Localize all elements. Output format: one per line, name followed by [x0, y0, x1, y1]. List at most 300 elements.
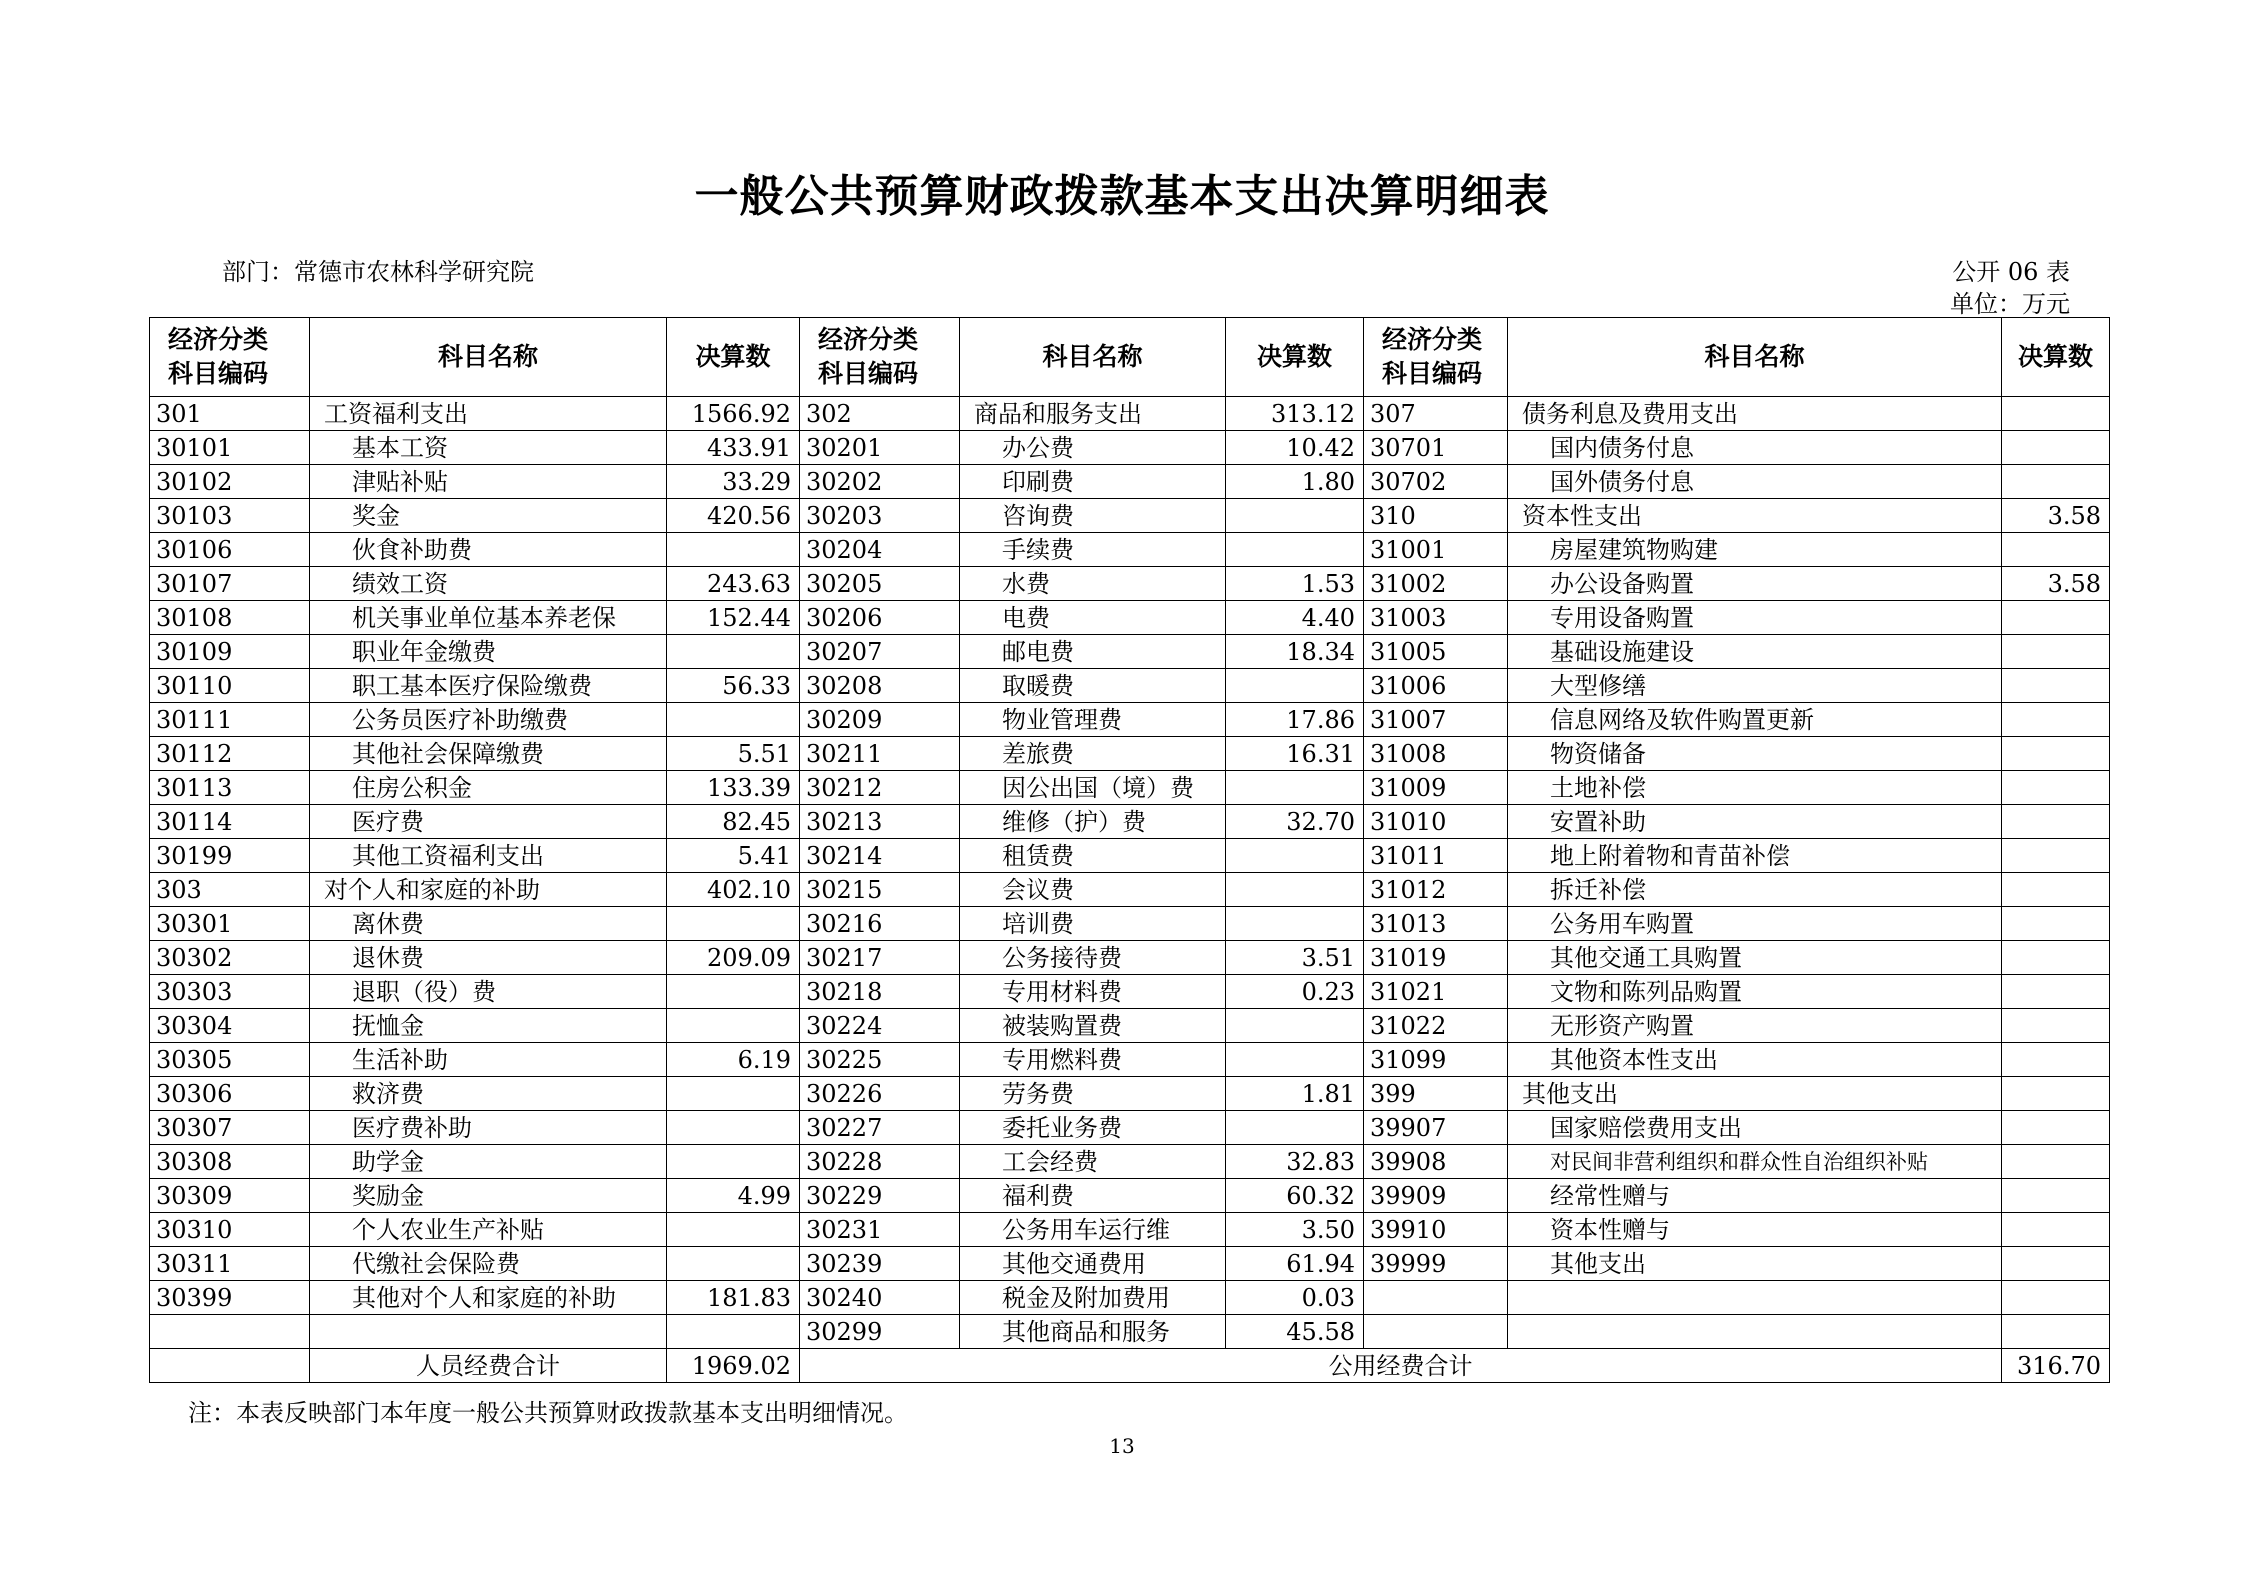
public-total-label: 公用经费合计	[800, 1349, 2002, 1383]
econ-code-cell: 30304	[150, 1009, 310, 1043]
econ-code-cell: 30308	[150, 1145, 310, 1179]
econ-code-cell	[1364, 1281, 1508, 1315]
econ-code-cell: 30307	[150, 1111, 310, 1145]
amount-cell: 243.63	[667, 567, 800, 601]
item-name-cell: 水费	[960, 567, 1226, 601]
econ-code-cell	[150, 1315, 310, 1349]
table-row	[150, 567, 2110, 601]
amount-cell: 133.39	[667, 771, 800, 805]
item-name-cell: 安置补助	[1508, 805, 2002, 839]
econ-code-cell: 30201	[800, 431, 960, 465]
econ-code-cell: 30299	[800, 1315, 960, 1349]
econ-code-cell: 30209	[800, 703, 960, 737]
item-name-cell: 专用材料费	[960, 975, 1226, 1009]
table-row	[150, 1111, 2110, 1145]
amount-cell: 3.50	[1226, 1213, 1364, 1247]
page-title: 一般公共预算财政拨款基本支出决算明细表	[694, 171, 1550, 222]
item-name-cell: 医疗费	[310, 805, 667, 839]
amount-cell: 33.29	[667, 465, 800, 499]
econ-code-cell: 31008	[1364, 737, 1508, 771]
econ-code-cell: 30218	[800, 975, 960, 1009]
amount-cell: 1.53	[1226, 567, 1364, 601]
amount-cell	[667, 1145, 800, 1179]
amount-cell: 1566.92	[667, 397, 800, 431]
header-amount-2: 决算数	[1226, 318, 1364, 397]
table-row	[150, 1315, 2110, 1349]
item-name-cell: 取暖费	[960, 669, 1226, 703]
amount-cell: 6.19	[667, 1043, 800, 1077]
amount-cell	[667, 975, 800, 1009]
item-name-cell: 其他支出	[1508, 1247, 2002, 1281]
amount-cell	[2002, 1179, 2110, 1213]
econ-code-cell: 30228	[800, 1145, 960, 1179]
amount-cell: 3.58	[2002, 567, 2110, 601]
econ-code-cell: 30109	[150, 635, 310, 669]
econ-code-cell: 30204	[800, 533, 960, 567]
item-name-cell: 物资储备	[1508, 737, 2002, 771]
amount-cell: 16.31	[1226, 737, 1364, 771]
econ-code-cell: 30701	[1364, 431, 1508, 465]
item-name-cell: 手续费	[960, 533, 1226, 567]
item-name-cell: 公务接待费	[960, 941, 1226, 975]
item-name-cell: 办公费	[960, 431, 1226, 465]
item-name-cell	[1508, 1281, 2002, 1315]
public-total-value: 316.70	[2002, 1349, 2110, 1383]
item-name-cell: 被装购置费	[960, 1009, 1226, 1043]
amount-cell	[667, 1213, 800, 1247]
item-name-cell: 国外债务付息	[1508, 465, 2002, 499]
econ-code-cell: 30399	[150, 1281, 310, 1315]
item-name-cell: 其他交通工具购置	[1508, 941, 2002, 975]
amount-cell: 10.42	[1226, 431, 1364, 465]
item-name-cell: 国家赔偿费用支出	[1508, 1111, 2002, 1145]
form-number: 公开 06 表	[1952, 258, 2070, 286]
item-name-cell: 福利费	[960, 1179, 1226, 1213]
amount-cell: 61.94	[1226, 1247, 1364, 1281]
item-name-cell: 绩效工资	[310, 567, 667, 601]
item-name-cell: 地上附着物和青苗补偿	[1508, 839, 2002, 873]
econ-code-cell: 30207	[800, 635, 960, 669]
item-name-cell: 电费	[960, 601, 1226, 635]
amount-cell	[2002, 873, 2110, 907]
econ-code-cell: 30206	[800, 601, 960, 635]
econ-code-cell: 31012	[1364, 873, 1508, 907]
item-name-cell: 公务用车购置	[1508, 907, 2002, 941]
econ-code-cell: 31010	[1364, 805, 1508, 839]
table-row	[150, 839, 2110, 873]
item-name-cell: 住房公积金	[310, 771, 667, 805]
econ-code-cell: 30229	[800, 1179, 960, 1213]
econ-code-cell: 30702	[1364, 465, 1508, 499]
amount-cell	[1226, 839, 1364, 873]
item-name-cell: 税金及附加费用	[960, 1281, 1226, 1315]
amount-cell: 3.51	[1226, 941, 1364, 975]
amount-cell	[2002, 601, 2110, 635]
econ-code-cell: 30225	[800, 1043, 960, 1077]
econ-code-cell: 30112	[150, 737, 310, 771]
item-name-cell: 其他工资福利支出	[310, 839, 667, 873]
item-name-cell: 医疗费补助	[310, 1111, 667, 1145]
econ-code-cell: 30108	[150, 601, 310, 635]
table-row	[150, 1247, 2110, 1281]
amount-cell	[2002, 1077, 2110, 1111]
amount-cell	[2002, 839, 2110, 873]
item-name-cell: 因公出国（境）费	[960, 771, 1226, 805]
amount-cell	[2002, 771, 2110, 805]
amount-cell: 32.70	[1226, 805, 1364, 839]
item-name-cell: 专用设备购置	[1508, 601, 2002, 635]
amount-cell	[1226, 1009, 1364, 1043]
table-row	[150, 907, 2110, 941]
econ-code-cell: 39910	[1364, 1213, 1508, 1247]
table-row	[150, 397, 2110, 431]
amount-cell: 5.51	[667, 737, 800, 771]
econ-code-cell: 31002	[1364, 567, 1508, 601]
item-name-cell: 工会经费	[960, 1145, 1226, 1179]
table-row	[150, 873, 2110, 907]
econ-code-cell: 30240	[800, 1281, 960, 1315]
amount-cell	[667, 1315, 800, 1349]
item-name-cell: 机关事业单位基本养老保	[310, 601, 667, 635]
amount-cell	[667, 1077, 800, 1111]
econ-code-cell: 30231	[800, 1213, 960, 1247]
econ-code-cell: 30106	[150, 533, 310, 567]
econ-code-cell: 30239	[800, 1247, 960, 1281]
amount-cell	[1226, 669, 1364, 703]
totals-row	[150, 1349, 2110, 1383]
amount-cell	[2002, 635, 2110, 669]
econ-code-cell: 30302	[150, 941, 310, 975]
econ-code-cell: 30310	[150, 1213, 310, 1247]
econ-code-cell: 301	[150, 397, 310, 431]
item-name-cell: 印刷费	[960, 465, 1226, 499]
econ-code-cell: 30107	[150, 567, 310, 601]
item-name-cell: 职工基本医疗保险缴费	[310, 669, 667, 703]
econ-code-cell: 31021	[1364, 975, 1508, 1009]
econ-code-cell: 31005	[1364, 635, 1508, 669]
table-header-row	[150, 318, 2110, 397]
item-name-cell: 公务员医疗补助缴费	[310, 703, 667, 737]
item-name-cell: 个人农业生产补贴	[310, 1213, 667, 1247]
econ-code-cell: 31099	[1364, 1043, 1508, 1077]
econ-code-cell: 39907	[1364, 1111, 1508, 1145]
item-name-cell: 办公设备购置	[1508, 567, 2002, 601]
econ-code-cell: 30215	[800, 873, 960, 907]
table-row	[150, 771, 2110, 805]
item-name-cell: 基本工资	[310, 431, 667, 465]
amount-cell	[1226, 533, 1364, 567]
table-row	[150, 703, 2110, 737]
econ-code-cell	[1364, 1315, 1508, 1349]
item-name-cell: 经常性赠与	[1508, 1179, 2002, 1213]
econ-code-cell: 30110	[150, 669, 310, 703]
econ-code-cell: 30114	[150, 805, 310, 839]
econ-code-cell: 31001	[1364, 533, 1508, 567]
item-name-cell: 维修（护）费	[960, 805, 1226, 839]
econ-code-cell: 31019	[1364, 941, 1508, 975]
item-name-cell: 代缴社会保险费	[310, 1247, 667, 1281]
econ-code-cell: 30111	[150, 703, 310, 737]
item-name-cell: 租赁费	[960, 839, 1226, 873]
amount-cell	[2002, 975, 2110, 1009]
amount-cell: 313.12	[1226, 397, 1364, 431]
header-amount-3: 决算数	[2002, 318, 2110, 397]
econ-code-cell: 30205	[800, 567, 960, 601]
item-name-cell: 奖励金	[310, 1179, 667, 1213]
amount-cell	[1226, 499, 1364, 533]
amount-cell: 56.33	[667, 669, 800, 703]
item-name-cell: 津贴补贴	[310, 465, 667, 499]
item-name-cell: 奖金	[310, 499, 667, 533]
table-row	[150, 465, 2110, 499]
item-name-cell: 培训费	[960, 907, 1226, 941]
item-name-cell: 公务用车运行维	[960, 1213, 1226, 1247]
item-name-cell: 会议费	[960, 873, 1226, 907]
econ-code-cell: 39908	[1364, 1145, 1508, 1179]
table-row	[150, 1077, 2110, 1111]
amount-cell	[2002, 1009, 2110, 1043]
personnel-total-label: 人员经费合计	[310, 1349, 667, 1383]
amount-cell	[2002, 1213, 2110, 1247]
econ-code-cell: 30214	[800, 839, 960, 873]
item-name-cell	[310, 1315, 667, 1349]
econ-code-cell: 30226	[800, 1077, 960, 1111]
amount-cell: 420.56	[667, 499, 800, 533]
econ-code-cell: 399	[1364, 1077, 1508, 1111]
amount-cell: 0.23	[1226, 975, 1364, 1009]
amount-cell	[2002, 431, 2110, 465]
expenditure-table	[149, 317, 2110, 1383]
econ-code-cell: 303	[150, 873, 310, 907]
item-name-cell: 退休费	[310, 941, 667, 975]
amount-cell	[2002, 907, 2110, 941]
item-name-cell: 拆迁补偿	[1508, 873, 2002, 907]
amount-cell	[667, 1111, 800, 1145]
item-name-cell: 房屋建筑物购建	[1508, 533, 2002, 567]
item-name-cell: 商品和服务支出	[960, 397, 1226, 431]
item-name-cell: 生活补助	[310, 1043, 667, 1077]
amount-cell	[2002, 805, 2110, 839]
item-name-cell: 信息网络及软件购置更新	[1508, 703, 2002, 737]
item-name-cell: 债务利息及费用支出	[1508, 397, 2002, 431]
personnel-total-value: 1969.02	[667, 1349, 800, 1383]
amount-cell	[1226, 1111, 1364, 1145]
table-body	[150, 397, 2110, 1349]
econ-code-cell: 30203	[800, 499, 960, 533]
item-name-cell: 基础设施建设	[1508, 635, 2002, 669]
amount-cell	[1226, 1043, 1364, 1077]
econ-code-cell: 31003	[1364, 601, 1508, 635]
amount-cell: 82.45	[667, 805, 800, 839]
econ-code-cell: 31009	[1364, 771, 1508, 805]
amount-cell: 181.83	[667, 1281, 800, 1315]
item-name-cell: 离休费	[310, 907, 667, 941]
item-name-cell: 专用燃料费	[960, 1043, 1226, 1077]
table-row	[150, 635, 2110, 669]
item-name-cell: 对个人和家庭的补助	[310, 873, 667, 907]
amount-cell: 5.41	[667, 839, 800, 873]
econ-code-cell: 30217	[800, 941, 960, 975]
item-name-cell: 无形资产购置	[1508, 1009, 2002, 1043]
amount-cell: 209.09	[667, 941, 800, 975]
econ-code-cell: 30303	[150, 975, 310, 1009]
item-name-cell: 其他支出	[1508, 1077, 2002, 1111]
amount-cell: 152.44	[667, 601, 800, 635]
amount-cell	[2002, 1043, 2110, 1077]
amount-cell	[667, 1247, 800, 1281]
econ-code-cell: 30113	[150, 771, 310, 805]
amount-cell	[2002, 1111, 2110, 1145]
item-name-cell: 大型修缮	[1508, 669, 2002, 703]
amount-cell	[2002, 1247, 2110, 1281]
econ-code-cell: 30101	[150, 431, 310, 465]
unit-label: 单位：万元	[1950, 290, 2070, 318]
econ-code-cell: 30311	[150, 1247, 310, 1281]
econ-code-cell: 30213	[800, 805, 960, 839]
econ-code-cell: 30306	[150, 1077, 310, 1111]
table-row	[150, 499, 2110, 533]
table-row	[150, 737, 2110, 771]
header-code-3: 经济分类 科目编码	[1364, 318, 1508, 397]
amount-cell	[667, 907, 800, 941]
header-name-3: 科目名称	[1508, 318, 2002, 397]
table-row	[150, 1145, 2110, 1179]
econ-code-cell: 31022	[1364, 1009, 1508, 1043]
amount-cell	[667, 1009, 800, 1043]
totals-blank	[150, 1349, 310, 1383]
econ-code-cell: 31006	[1364, 669, 1508, 703]
table-row	[150, 533, 2110, 567]
amount-cell	[2002, 703, 2110, 737]
econ-code-cell: 30227	[800, 1111, 960, 1145]
item-name-cell: 其他资本性支出	[1508, 1043, 2002, 1077]
header-name-2: 科目名称	[960, 318, 1226, 397]
econ-code-cell: 302	[800, 397, 960, 431]
item-name-cell: 救济费	[310, 1077, 667, 1111]
item-name-cell: 劳务费	[960, 1077, 1226, 1111]
table-row	[150, 941, 2110, 975]
amount-cell: 60.32	[1226, 1179, 1364, 1213]
amount-cell	[2002, 465, 2110, 499]
amount-cell: 32.83	[1226, 1145, 1364, 1179]
item-name-cell: 抚恤金	[310, 1009, 667, 1043]
econ-code-cell: 30305	[150, 1043, 310, 1077]
econ-code-cell: 31011	[1364, 839, 1508, 873]
item-name-cell: 伙食补助费	[310, 533, 667, 567]
item-name-cell: 资本性赠与	[1508, 1213, 2002, 1247]
item-name-cell: 资本性支出	[1508, 499, 2002, 533]
amount-cell	[1226, 907, 1364, 941]
item-name-cell: 对民间非营利组织和群众性自治组织补贴	[1508, 1145, 2002, 1179]
amount-cell	[667, 533, 800, 567]
amount-cell	[2002, 941, 2110, 975]
item-name-cell: 助学金	[310, 1145, 667, 1179]
amount-cell	[2002, 397, 2110, 431]
amount-cell	[2002, 1145, 2110, 1179]
item-name-cell: 其他社会保障缴费	[310, 737, 667, 771]
econ-code-cell: 30212	[800, 771, 960, 805]
table-row	[150, 805, 2110, 839]
item-name-cell: 其他对个人和家庭的补助	[310, 1281, 667, 1315]
amount-cell: 18.34	[1226, 635, 1364, 669]
item-name-cell: 其他商品和服务	[960, 1315, 1226, 1349]
item-name-cell	[1508, 1315, 2002, 1349]
econ-code-cell: 307	[1364, 397, 1508, 431]
econ-code-cell: 30216	[800, 907, 960, 941]
amount-cell	[2002, 669, 2110, 703]
econ-code-cell: 30211	[800, 737, 960, 771]
footnote: 注：本表反映部门本年度一般公共预算财政拨款基本支出明细情况。	[188, 1399, 908, 1427]
table-row	[150, 1009, 2110, 1043]
econ-code-cell: 30103	[150, 499, 310, 533]
item-name-cell: 其他交通费用	[960, 1247, 1226, 1281]
econ-code-cell: 30208	[800, 669, 960, 703]
item-name-cell: 文物和陈列品购置	[1508, 975, 2002, 1009]
amount-cell	[1226, 873, 1364, 907]
amount-cell: 402.10	[667, 873, 800, 907]
amount-cell	[1226, 771, 1364, 805]
amount-cell: 17.86	[1226, 703, 1364, 737]
item-name-cell: 邮电费	[960, 635, 1226, 669]
amount-cell	[2002, 737, 2110, 771]
amount-cell	[2002, 1315, 2110, 1349]
header-code-2: 经济分类 科目编码	[800, 318, 960, 397]
header-amount-1: 决算数	[667, 318, 800, 397]
econ-code-cell: 39999	[1364, 1247, 1508, 1281]
table-row	[150, 669, 2110, 703]
header-code-1: 经济分类 科目编码	[150, 318, 310, 397]
econ-code-cell: 30199	[150, 839, 310, 873]
amount-cell: 1.80	[1226, 465, 1364, 499]
item-name-cell: 职业年金缴费	[310, 635, 667, 669]
econ-code-cell: 30102	[150, 465, 310, 499]
amount-cell: 4.40	[1226, 601, 1364, 635]
table-row	[150, 1213, 2110, 1247]
econ-code-cell: 30224	[800, 1009, 960, 1043]
econ-code-cell: 30202	[800, 465, 960, 499]
page-number: 13	[1109, 1434, 1135, 1458]
header-name-1: 科目名称	[310, 318, 667, 397]
item-name-cell: 退职（役）费	[310, 975, 667, 1009]
amount-cell: 0.03	[1226, 1281, 1364, 1315]
item-name-cell: 差旅费	[960, 737, 1226, 771]
table-row	[150, 601, 2110, 635]
table-row	[150, 1043, 2110, 1077]
econ-code-cell: 39909	[1364, 1179, 1508, 1213]
table-row	[150, 1179, 2110, 1213]
econ-code-cell: 31013	[1364, 907, 1508, 941]
amount-cell	[2002, 533, 2110, 567]
item-name-cell: 土地补偿	[1508, 771, 2002, 805]
econ-code-cell: 30301	[150, 907, 310, 941]
table-row	[150, 975, 2110, 1009]
amount-cell: 1.81	[1226, 1077, 1364, 1111]
item-name-cell: 物业管理费	[960, 703, 1226, 737]
item-name-cell: 咨询费	[960, 499, 1226, 533]
amount-cell: 433.91	[667, 431, 800, 465]
item-name-cell: 工资福利支出	[310, 397, 667, 431]
table-row	[150, 1281, 2110, 1315]
amount-cell: 3.58	[2002, 499, 2110, 533]
amount-cell	[2002, 1281, 2110, 1315]
econ-code-cell: 31007	[1364, 703, 1508, 737]
table-row	[150, 431, 2110, 465]
amount-cell: 45.58	[1226, 1315, 1364, 1349]
amount-cell	[667, 635, 800, 669]
econ-code-cell: 310	[1364, 499, 1508, 533]
econ-code-cell: 30309	[150, 1179, 310, 1213]
department-label: 部门：常德市农林科学研究院	[222, 258, 534, 286]
